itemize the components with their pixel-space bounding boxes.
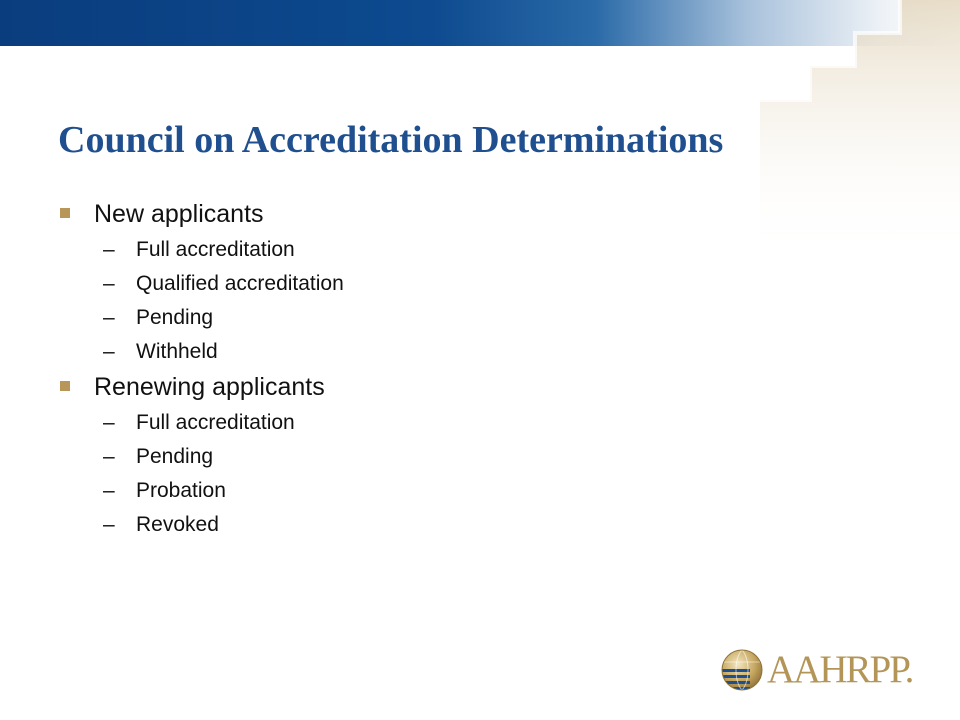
sub-bullet-item bbox=[60, 406, 760, 440]
dash-marker: – bbox=[103, 513, 115, 536]
bullet-heading: Renewing applicants bbox=[94, 373, 325, 401]
header-band bbox=[0, 0, 960, 46]
sub-bullet-text: Pending bbox=[136, 445, 214, 468]
page-title: Council on Accreditation Determinations bbox=[58, 119, 724, 161]
bullet-item bbox=[60, 196, 760, 233]
sub-bullet-text: Revoked bbox=[136, 513, 219, 536]
sub-bullet-item bbox=[60, 474, 760, 508]
bullet-heading: New applicants bbox=[94, 200, 264, 228]
dash-marker: – bbox=[103, 445, 115, 468]
dash-marker: – bbox=[103, 340, 115, 363]
sub-bullet-text: Full accreditation bbox=[136, 411, 295, 434]
logo-text: AAHRPP. bbox=[767, 648, 913, 691]
sub-bullet-text: Full accreditation bbox=[136, 238, 295, 261]
sub-bullet-item bbox=[60, 233, 760, 267]
dash-marker: – bbox=[103, 411, 115, 434]
globe-icon bbox=[720, 648, 764, 692]
sub-bullet-text: Qualified accreditation bbox=[136, 272, 344, 295]
sub-bullet-item bbox=[60, 335, 760, 369]
dash-marker: – bbox=[103, 272, 115, 295]
sub-bullet-item bbox=[60, 440, 760, 474]
sub-bullet-text: Withheld bbox=[136, 340, 218, 363]
dash-marker: – bbox=[103, 238, 115, 261]
aahrpp-logo bbox=[720, 646, 930, 694]
dash-marker: – bbox=[103, 479, 115, 502]
sub-bullet-item bbox=[60, 267, 760, 301]
square-bullet-icon bbox=[60, 381, 70, 391]
square-bullet-icon bbox=[60, 208, 70, 218]
sub-bullet-item bbox=[60, 508, 760, 542]
sub-bullet-text: Probation bbox=[136, 479, 226, 502]
bullet-item bbox=[60, 369, 760, 406]
sub-bullet-item bbox=[60, 301, 760, 335]
dash-marker: – bbox=[103, 306, 115, 329]
bullet-list bbox=[60, 196, 760, 542]
sub-bullet-text: Pending bbox=[136, 306, 214, 329]
